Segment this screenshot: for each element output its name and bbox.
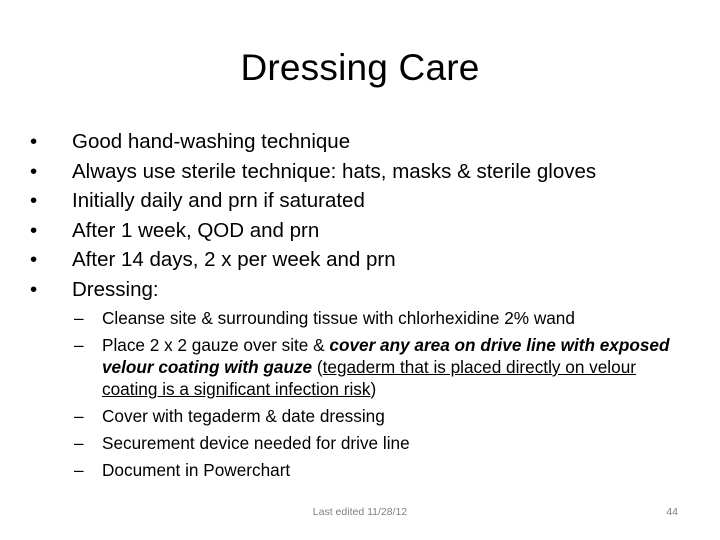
page-number: 44 — [666, 506, 678, 518]
sub-item-cover — [74, 405, 674, 427]
bullet-item — [30, 245, 700, 275]
sub-glyph: – — [74, 406, 84, 426]
sub-item-document — [74, 459, 674, 481]
sub-text-emphasis: cover any area on drive line with exposed velour coating with gauze — [102, 335, 670, 377]
bullet-text: Initially daily and prn if saturated — [72, 189, 365, 212]
bullet-item — [30, 275, 700, 305]
bullet-item — [30, 127, 700, 157]
bullet-glyph: • — [30, 218, 38, 242]
bullet-list — [30, 127, 700, 304]
bullet-item — [30, 157, 700, 187]
bullet-text: After 14 days, 2 x per week and prn — [72, 248, 396, 271]
sub-item-cleanse — [74, 307, 674, 329]
sub-text: Document in Powerchart — [102, 460, 291, 480]
slide-title: Dressing Care — [240, 47, 480, 88]
bullet-glyph: • — [30, 189, 38, 212]
sub-list — [74, 307, 674, 486]
bullet-glyph: • — [30, 248, 38, 271]
sub-text: Cleanse site & surrounding tissue with chlorhexidine 2% wand — [102, 308, 575, 328]
sub-glyph: – — [74, 433, 84, 453]
sub-glyph: – — [74, 308, 84, 328]
footer-last-edited: Last edited 11/28/12 — [312, 506, 408, 518]
bullet-item — [30, 216, 700, 246]
bullet-glyph: • — [30, 277, 38, 301]
sub-item-securement — [74, 432, 674, 454]
paren-close: ) — [370, 379, 377, 399]
bullet-glyph: • — [30, 159, 38, 183]
sub-text: Securement device needed for drive line — [102, 433, 410, 453]
bullet-text: Always use sterile technique: hats, masks & sterile gloves — [72, 159, 597, 183]
sub-text-underlined: tegaderm that is placed directly on velour coating is a significant infection risk — [102, 357, 636, 399]
sub-text: Cover with tegaderm & date dressing — [102, 406, 385, 426]
sub-text-plain: Place 2 x 2 gauze over site & — [102, 335, 330, 355]
sub-item-place-gauze — [74, 334, 674, 400]
paren-open: ( — [316, 357, 323, 377]
bullet-text: Good hand-washing technique — [72, 130, 351, 153]
sub-glyph: – — [74, 335, 84, 355]
bullet-item — [30, 186, 700, 216]
sub-glyph: – — [74, 460, 84, 480]
bullet-text: Dressing: — [72, 277, 159, 301]
bullet-text: After 1 week, QOD and prn — [72, 218, 320, 242]
bullet-glyph: • — [30, 130, 38, 153]
